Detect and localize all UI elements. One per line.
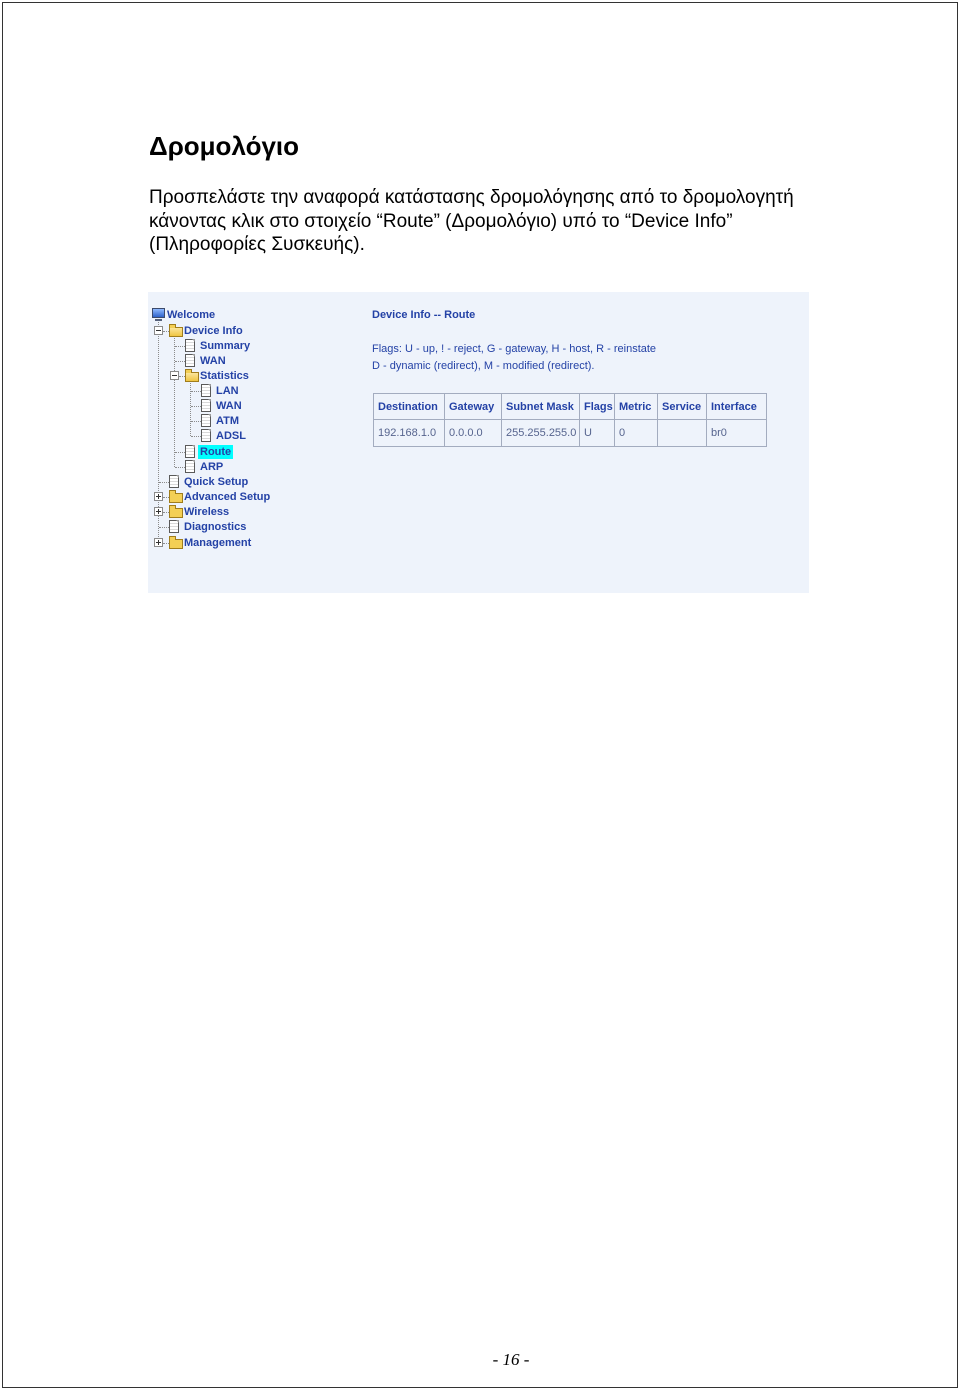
table-row [374, 420, 767, 447]
minus-box-icon[interactable] [170, 371, 179, 380]
content-heading: Device Info -- Route [372, 309, 476, 321]
nav-item-label[interactable]: ARP [200, 461, 224, 473]
nav-item-label[interactable]: Summary [200, 340, 251, 352]
route-table [373, 393, 767, 447]
nav-item-label[interactable]: Wireless [184, 506, 230, 518]
nav-item-label[interactable]: Statistics [200, 370, 249, 382]
nav-item-route[interactable] [148, 445, 328, 459]
folder-icon [169, 508, 183, 518]
nav-item-label[interactable]: LAN [216, 385, 239, 397]
column-header-subnet-mask: Subnet Mask [502, 394, 580, 420]
nav-item-management[interactable] [148, 536, 328, 550]
cell-gateway: 0.0.0.0 [445, 420, 502, 447]
plus-box-icon[interactable] [154, 538, 163, 547]
column-header-gateway: Gateway [445, 394, 502, 420]
paragraph-line: Προσπελάστε την αναφορά κατάστασης δρομολόγησης από το δρομολογητή [149, 187, 794, 208]
nav-item-label[interactable]: Welcome [167, 309, 216, 321]
nav-item-welcome[interactable] [148, 308, 328, 322]
nav-item-label[interactable]: WAN [200, 355, 226, 367]
cell-subnet-mask: 255.255.255.0 [502, 420, 580, 447]
page-icon [185, 460, 195, 473]
nav-item-statistics-adsl[interactable] [148, 429, 328, 443]
computer-icon [152, 308, 165, 318]
flags-legend-line: Flags: U - up, ! - reject, G - gateway, H - host, R - reinstate [372, 343, 657, 355]
nav-item-label[interactable]: Advanced Setup [184, 491, 271, 503]
nav-item-label[interactable]: ATM [216, 415, 240, 427]
page-icon [201, 414, 211, 427]
paragraph-line: κάνοντας κλικ στο στοιχείο “Route” (Δρομολόγιο) υπό το “Device Info” [149, 210, 733, 232]
cell-metric: 0 [615, 420, 658, 447]
page-icon [185, 339, 195, 352]
page-icon [169, 520, 179, 533]
column-header-interface: Interface [707, 394, 767, 420]
paragraph-line: (Πληροφορίες Συσκευής). [149, 234, 365, 255]
folder-open-icon [169, 327, 183, 337]
folder-open-icon [185, 372, 199, 382]
nav-item-device-info[interactable] [148, 324, 328, 338]
nav-item-label[interactable]: Diagnostics [184, 521, 247, 533]
nav-item-label[interactable]: WAN [216, 400, 242, 412]
nav-item-statistics-wan[interactable] [148, 399, 328, 413]
page-icon [185, 354, 195, 367]
nav-item-summary[interactable] [148, 339, 328, 353]
page-icon [169, 475, 179, 488]
nav-item-label[interactable]: Route [200, 446, 232, 458]
intro-paragraph [149, 186, 794, 257]
nav-item-label[interactable]: ADSL [216, 430, 246, 442]
folder-icon [169, 539, 183, 549]
column-header-destination: Destination [374, 394, 445, 420]
nav-item-wireless[interactable] [148, 505, 328, 519]
page-icon [201, 399, 211, 412]
router-ui-screenshot [148, 292, 809, 593]
column-header-service: Service [658, 394, 707, 420]
page-icon [185, 445, 195, 458]
column-header-metric: Metric [615, 394, 658, 420]
cell-service [658, 420, 707, 447]
minus-box-icon[interactable] [154, 326, 163, 335]
nav-item-label[interactable]: Quick Setup [184, 476, 249, 488]
cell-interface: br0 [707, 420, 767, 447]
nav-item-diagnostics[interactable] [148, 520, 328, 534]
page-icon [201, 384, 211, 397]
plus-box-icon[interactable] [154, 492, 163, 501]
nav-item-advanced-setup[interactable] [148, 490, 328, 504]
nav-item-statistics-lan[interactable] [148, 384, 328, 398]
cell-destination: 192.168.1.0 [374, 420, 445, 447]
plus-box-icon[interactable] [154, 507, 163, 516]
flags-legend-line: D - dynamic (redirect), M - modified (redirect). [372, 360, 595, 372]
nav-item-label[interactable]: Management [184, 537, 252, 549]
nav-item-wan[interactable] [148, 354, 328, 368]
nav-item-statistics-atm[interactable] [148, 414, 328, 428]
column-header-flags: Flags [580, 394, 615, 420]
nav-item-quick-setup[interactable] [148, 475, 328, 489]
page-icon [201, 429, 211, 442]
folder-icon [169, 493, 183, 503]
page-title: Δρομολόγιο [149, 131, 300, 161]
table-header-row [374, 394, 767, 420]
nav-item-arp[interactable] [148, 460, 328, 474]
page-number: - 16 - [492, 1350, 530, 1369]
nav-item-statistics[interactable] [148, 369, 328, 383]
cell-flags: U [580, 420, 615, 447]
nav-item-label[interactable]: Device Info [184, 325, 243, 337]
